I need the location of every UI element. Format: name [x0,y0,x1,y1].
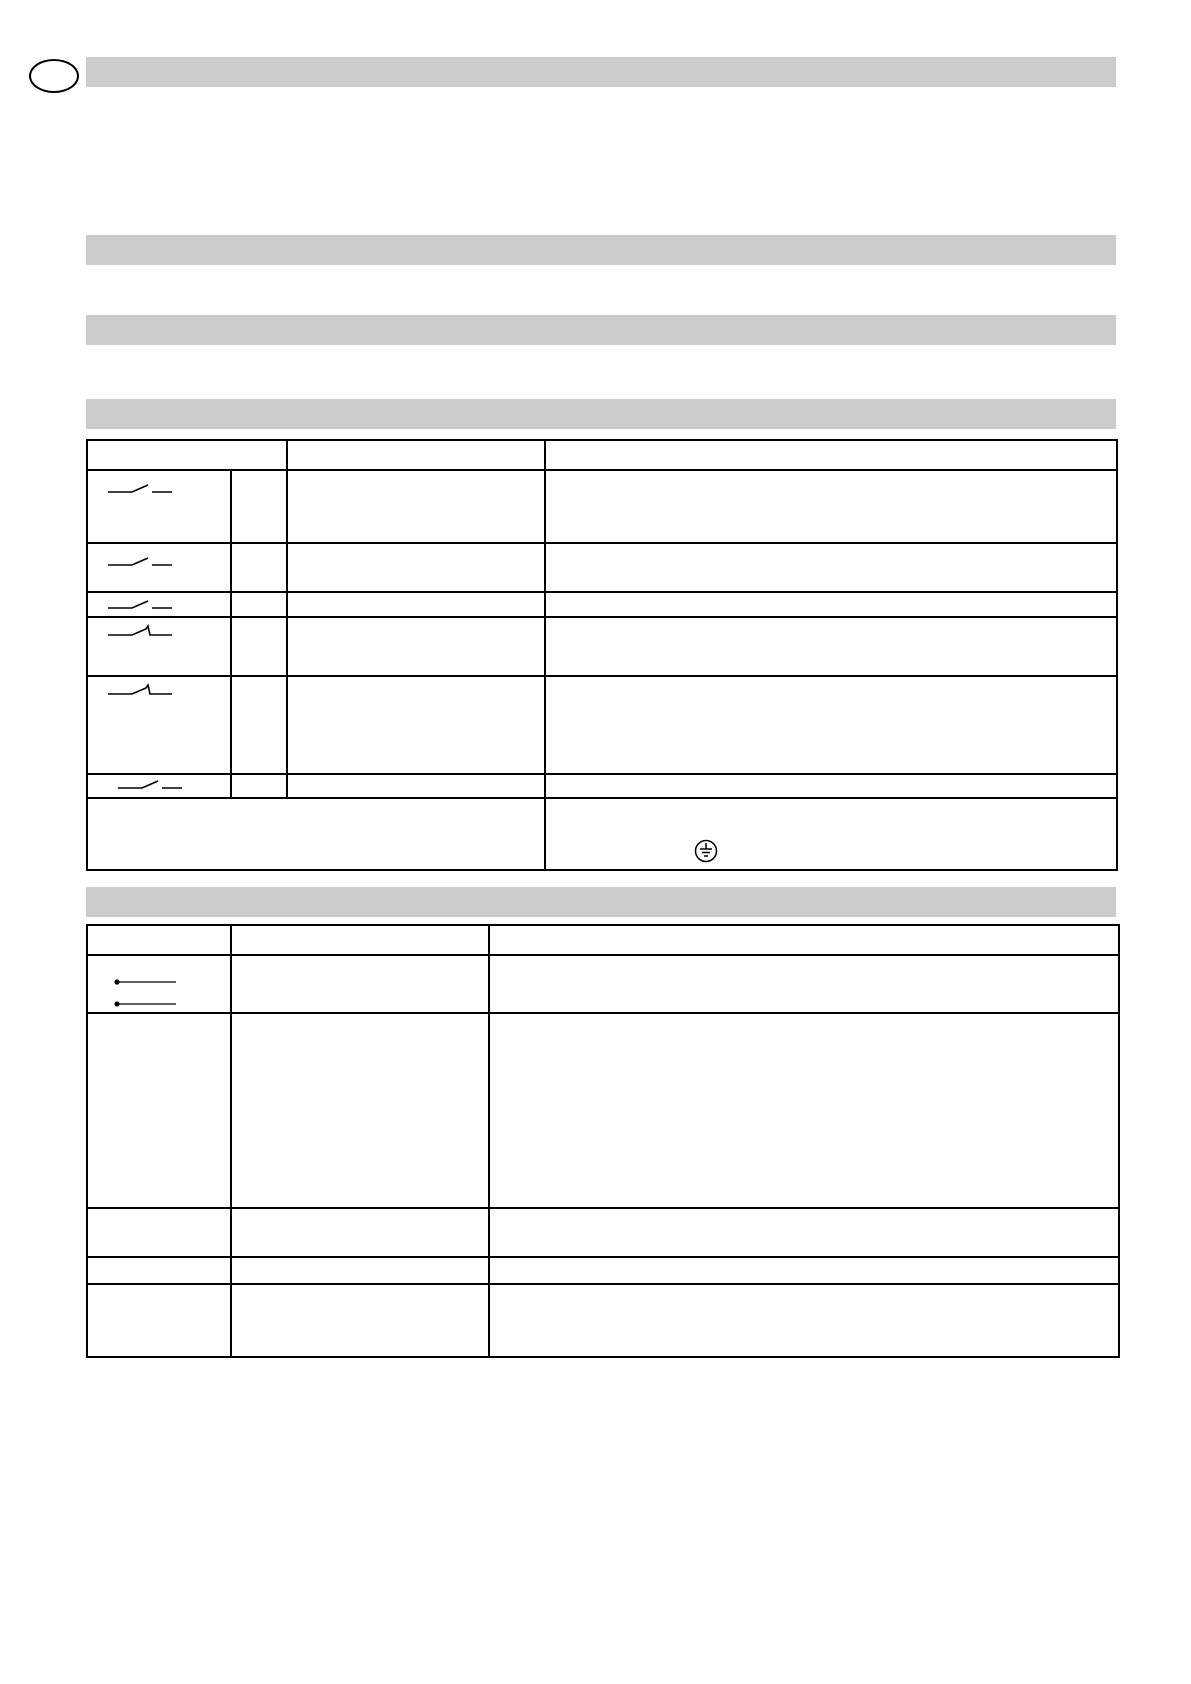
table2-name-cell [231,1013,489,1208]
table1-name-cell [287,617,545,676]
table1-header-description [545,440,1117,470]
table2-header-description [489,925,1119,955]
table1-name-cell [287,543,545,592]
switch-step-icon [106,624,176,638]
table1-symbol-cell [87,592,231,617]
table1-name-cell [287,676,545,774]
language-badge [29,59,79,93]
switch-table [86,439,1118,871]
table2-desc-cell [489,1284,1119,1357]
table-row [87,798,1117,870]
table-row [87,1257,1119,1284]
table2-name-cell [231,1284,489,1357]
table-row [87,1284,1119,1357]
switch-open-icon [106,481,176,495]
table1-code-cell [231,774,287,798]
table2-name-cell [231,955,489,1013]
table-row [87,774,1117,798]
switch-step-icon [106,683,176,697]
table2-symbol-cell [87,1208,231,1257]
table1-symbol-cell [87,543,231,592]
table1-desc-cell [545,470,1117,543]
table1-header-name [287,440,545,470]
switch-open-icon [106,554,176,568]
table1-desc-cell [545,774,1117,798]
table-row [87,543,1117,592]
table1-code-cell [231,592,287,617]
table1-desc-cell [545,592,1117,617]
table1-footer-right [545,798,1117,870]
table-row [87,1013,1119,1208]
table2-symbol-cell [87,1284,231,1357]
protective-earth-icon [694,839,718,863]
table1-desc-cell [545,617,1117,676]
terminal-pair-icon [114,966,180,1008]
table-row [87,470,1117,543]
table2-name-cell [231,1208,489,1257]
table1-footer-left [87,798,545,870]
table1-header-symbol [87,440,287,470]
table1-symbol-cell [87,676,231,774]
table1-symbol-cell [87,617,231,676]
section-bar-1 [86,57,1116,87]
table1-symbol-cell [87,470,231,543]
switch-open-icon [106,597,176,611]
section-bar-5 [86,887,1116,917]
section-bar-4 [86,399,1116,429]
table1-desc-cell [545,543,1117,592]
table2-desc-cell [489,1257,1119,1284]
table2-symbol-cell [87,1257,231,1284]
table1-name-cell [287,774,545,798]
table-row [87,955,1119,1013]
table-row [87,1208,1119,1257]
table-row [87,676,1117,774]
table2-desc-cell [489,1208,1119,1257]
table2-desc-cell [489,1013,1119,1208]
table2-symbol-cell [87,955,231,1013]
switch-open-icon [116,777,186,791]
table2-symbol-cell [87,1013,231,1208]
table-row [87,592,1117,617]
table2-name-cell [231,1257,489,1284]
terminal-table [86,924,1120,1358]
table2-header-name [231,925,489,955]
table1-code-cell [231,543,287,592]
table2-desc-cell [489,955,1119,1013]
table1-name-cell [287,470,545,543]
table1-code-cell [231,470,287,543]
table-row [87,617,1117,676]
table1-desc-cell [545,676,1117,774]
section-bar-2 [86,235,1116,265]
section-bar-3 [86,315,1116,345]
table1-code-cell [231,617,287,676]
table1-code-cell [231,676,287,774]
table1-name-cell [287,592,545,617]
table2-header-symbol [87,925,231,955]
table1-symbol-cell [87,774,231,798]
